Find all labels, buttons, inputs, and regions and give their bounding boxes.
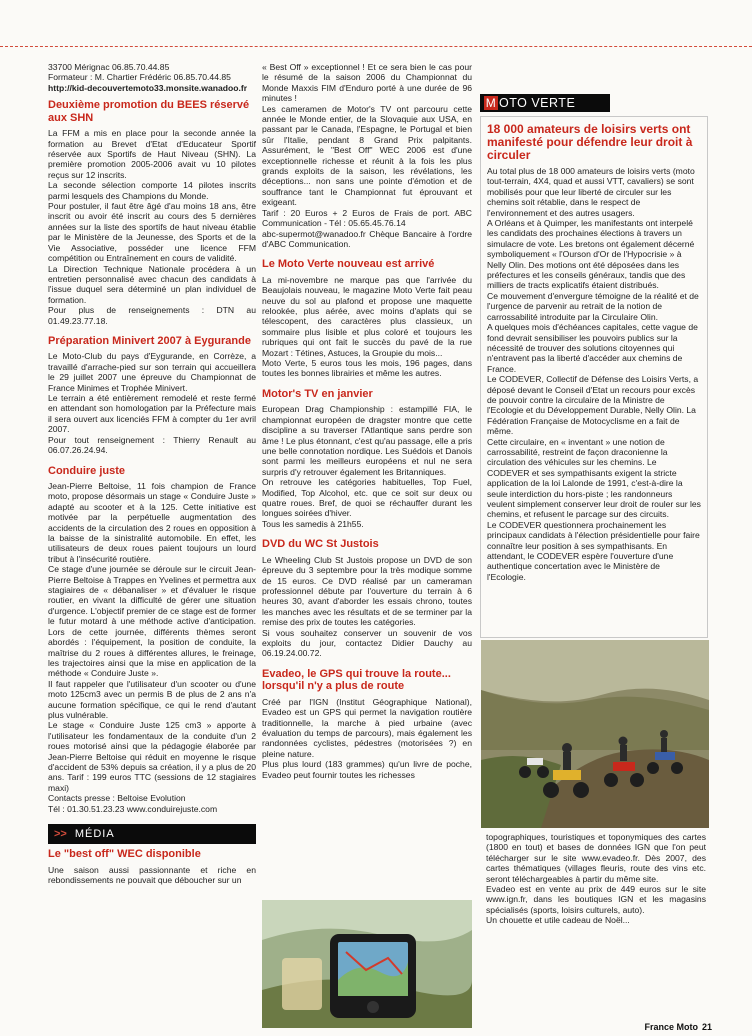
dvd-paragraph: Le Wheeling Club St Justois propose un DVD de son épreuve du 3 septembre pour la très modique somme de 15 euros. Ce DVD réalisé par un cameraman professionnel débute par l'ouverture du terrain à 6 heures 30, avant d'aborder les essais chrono, toutes les manches avec les résultats et de se terminer par la remise des prix de toutes les catégories. — [262, 554, 472, 628]
evadeo-paragraph: Plus plus lourd (183 grammes) qu'un livre de poche, Evadeo peut fournir toutes les richesses — [262, 759, 472, 780]
conduire-headline: Conduire juste — [48, 464, 126, 477]
moto-verte-article-box — [480, 116, 708, 638]
evadeo-continuation — [486, 832, 706, 926]
motors-tv-paragraph: European Drag Championship : estampillé FIA, le championnat européen de dragster montre que cette discipline a su traverser l'Atlantique sans perdre son âme ! Le plus étonnant, c'est qu'au passage, elle a pris une belle connotation nordique. Les Suédois et Danois sont parmi les meilleurs européens et nul ne sera surpris d'y retrouver également les Britanniques. — [262, 404, 472, 477]
conduire-contact: Tél : 01.30.51.23.23 www.conduirejuste.com — [48, 803, 218, 814]
moto-verte-headline: 18 000 amateurs de loisirs verts ont manifesté pour défendre leur droit à circuler — [487, 122, 693, 162]
best-off-paragraph: Tarif : 20 Euros + 2 Euros de Frais de port. ABC Communication - Tél : 05.65.45.76.14 — [262, 207, 472, 229]
best-off-paragraph: Une saison aussi passionnante et riche en rebondissements ne pouvait que déboucher sur un — [48, 864, 256, 885]
motors-tv-headline: Motor's TV en janvier — [262, 387, 373, 400]
page-footer — [644, 1022, 712, 1032]
moto-verte-tag-initial: M — [485, 96, 497, 110]
evadeo-paragraph: topographiques, touristiques et toponymiques des cartes (1800 en tout) et bases de données IGN que l'on peut télécharger sur le site www.evadeo.fr. Dès 2007, des cartes thématiques (villages fleuris, route des vins etc. seront téléchargeables à partir du même site. — [486, 832, 706, 884]
best-off-headline: Le "best off" WEC disponible — [48, 848, 201, 860]
magazine-name: France Moto — [644, 1022, 698, 1032]
riders-trail-illustration — [481, 640, 709, 828]
minivert-paragraph: Le terrain a été entièrement remodelé et reste fermé en attendant son homologation par la Préfecture mais il sera ouvert aux licenciés FFM à compter du 1er avril 2007. — [48, 393, 256, 435]
evadeo-gps-photo — [262, 900, 472, 1028]
motors-tv-paragraph: Tous les samedis à 21h55. — [262, 518, 364, 529]
motors-tv-paragraph: On retrouve les catégories habituelles, Top Fuel, Modified, Top Alcohol, etc. que ce soit sur deux ou quatre roues. Bref, de quoi se réchauffer durant les longues soirées d'hiver. — [262, 477, 472, 519]
evadeo-paragraph: Evadeo est en vente au prix de 449 euros sur le site www.ign.fr, dans les boutiques IGN et les magasins spécialisés (sports, loisirs culturels, auto). — [486, 884, 706, 915]
bees-headline: Deuxième promotion du BEES réservé aux SHN — [48, 99, 250, 124]
moto-verte-paragraph: Le CODEVER, Collectif de Défense des Loisirs Verts, a déposé devant le Conseil d'Etat un recours pour excès de pouvoir contre la circulaire de la Ministre de l'Ecologie et du Développement Durable, Nelly Olin. La Fédération Française de Motocyclisme en a fait de même. — [487, 374, 699, 437]
moto-verte-tag-label: OTO VERTE — [499, 96, 576, 110]
dvd-headline: DVD du WC St Justois — [262, 538, 379, 551]
bees-paragraph: La Direction Technique Nationale procédera à un entretien personnalisé avec chacun des candidats à l'issue duquel sera déterminé un plan individuel de formation. — [48, 263, 256, 305]
dvd-paragraph: Si vous souhaitez conserver un souvenir de vos exploits du jour, contactez Didier Dauchy au 06.19.24.00.72. — [262, 627, 472, 659]
intro-line: 33700 Mérignac 06.85.70.44.85 — [48, 62, 170, 72]
mv-nouveau-paragraph: La mi-novembre ne marque pas que l'arrivée du Beaujolais nouveau, le magazine Moto Verte fait peau neuve du sol au plafond et propose une maquette relookée, plus aérée, avec moins d'aplats qui se télescopent, des caractères plus classieux, un sommaire plus lisible et plus coloré et toujours les rubriques qui ont fait le succès du pavé de la rue Mozart : Tétines, Astuces, la Groupie du mois... — [262, 274, 472, 358]
conduire-paragraph: Ce stage d'une journée se déroule sur le circuit Jean-Pierre Beltoise à Trappes en Yvelines et permettra aux stagiaires de « débanaliser » et d'évaluer le risque routier, en vivant la difficulté de gérer une situation d'urgence. L'objectif premier de ce stage est de former le futur motard à une méthode active d'anticipation. Lors de cette journée, différents thèmes seront abordés : l'équipement, la position de conduite, la maîtrise du 2 roues à différentes allures, le freinage, les trajectoires ainsi que la mise en application de la méthode « Conduire Juste ». — [48, 564, 256, 679]
moto-verte-paragraph: Au total plus de 18 000 amateurs de loisirs verts (moto tout-terrain, 4X4, quad et aussi VTT, cavaliers) se sont mobilisés pour que leur liberté de circuler sur les chemins soit rétablie, dans le respect de l'environnement et des autres usagers. — [487, 166, 695, 218]
minivert-paragraph: Le Moto-Club du pays d'Eygurande, en Corrèze, a travaillé d'arrache-pied sur son terrain qui accueillera le 29 juillet 2007 une épreuve du Championnat de France Minimes et Trophée Minivert. — [48, 351, 256, 393]
minivert-headline: Préparation Minivert 2007 à Eygurande — [48, 334, 251, 347]
media-section-bar — [48, 824, 256, 844]
media-label: MÉDIA — [74, 827, 115, 840]
evadeo-paragraph: Créé par l'IGN (Institut Géographique National), Evadeo est un GPS qui permet la navigation routière traditionnelle, la marche à pied urbaine (avec évaluation du temps de parcours), mais également les randonnées cyclistes, pédestres (motorisées ?) en pleine nature. — [262, 696, 472, 759]
evadeo-paragraph: Un chouette et utile cadeau de Noël... — [486, 915, 630, 926]
intro-line: Formateur : M. Chartier Frédéric 06.85.70.44.85 — [48, 72, 231, 83]
bees-paragraph: Pour plus de renseignements : DTN au 01.49.23.77.18. — [48, 305, 256, 326]
page-number: 21 — [701, 1022, 712, 1032]
gps-device-illustration — [262, 900, 472, 1028]
intro-url: http://kid-decouvertemoto33.monsite.wanadoo.fr — [48, 82, 248, 93]
conduire-paragraph: Il faut rappeler que l'utilisateur d'un scooter ou d'une moto 125cm3 avec un permis B de plus de 2 ans n'a aucune formation spécifique, ce qui le rend d'autant plus vulnérable. — [48, 678, 256, 720]
moto-verte-paragraph: Ce mouvement d'envergure témoigne de la réalité et de l'urgence de parvenir au retrait de la notion de carrossabilité introduite par la Circulaire Olin. — [487, 290, 699, 322]
moto-verte-section-tag — [480, 94, 610, 112]
conduire-paragraph: Le stage « Conduire Juste 125 cm3 » apporte à l'utilisateur les fondamentaux de la conduite d'un 2 roues motorisé ainsi que la pédagogie élaborée par Jean-Pierre Beltoise qui réduit en moyenne le risque d'accident de 53% depuis sa création, il y a plus de 20 ans. Tarif : 199 euros TTC (sessions de 12 stagiaires maxi) — [48, 720, 256, 793]
moto-verte-paragraph: Le CODEVER questionnera prochainement les principaux candidats à l'élection présidentielle pour faire connaître leur position à ses sympathisants. En attendant, le CODEVER espère l'ouverture d'une authentique concertation avec le Ministère de l'Ecologie. — [487, 519, 700, 582]
best-off-paragraph: Les cameramen de Motor's TV ont parcouru cette année le Monde entier, de la Slovaquie aux USA, en passant par le Canada, l'Espagne, le Portugal et bien sûr l'Italie, pendant 8 Grand Prix palpitants. Assurément, le "Best Off" WEC 2006 est d'une exceptionnelle richesse et réunit à la fois les plus grands exploits de la saison, les révélations, les déceptions... non sans une pointe d'émotion et de souffrance tant le Championnat fut éprouvant et exigeant. — [262, 103, 472, 208]
column-2 — [262, 62, 472, 780]
minivert-paragraph: Pour tout renseignement : Thierry Renault au 06.07.26.24.94. — [48, 434, 256, 456]
evadeo-headline: Evadeo, le GPS qui trouve la route... lorsqu'il n'y a plus de route — [262, 667, 451, 693]
best-off-paragraph: « Best Off » exceptionnel ! Et ce sera bien le cas pour le résumé de la saison 2006 du Championnat du Monde Maxxis FIM d'Enduro porté à une durée de 96 minutes ! — [262, 62, 472, 104]
conduire-paragraph: Jean-Pierre Beltoise, 11 fois champion de France moto, propose désormais un stage « Conduire Juste » adapté au scooter et à la 125. Cette initiative est motivée par la perpétuelle augmentation des accidents de la circulation des 2 roues en opposition à la baisse de la sinistralité automobile. En effet, les utilisateurs de deux roues paient toujours un lourd tribut à l'insécurité routière. — [48, 481, 256, 564]
top-dashed-rule — [0, 46, 752, 47]
best-off-paragraph: abc-supermot@wanadoo.fr Chèque Bancaire à l'ordre d'ABC Communication. — [262, 228, 472, 249]
bees-paragraph: La seconde sélection comporte 14 pilotes inscrits parmi lesquels des Champions du Monde. — [48, 180, 256, 201]
conduire-contact: Contacts presse : Beltoise Evolution — [48, 793, 186, 804]
bees-paragraph: Pour postuler, il faut être âgé d'au moins 18 ans, être inscrit ou avoir été inscrit au cours des 5 dernières années sur la liste des sportifs de haut niveau établie par le Ministère de la Jeunesse, des Sports et de la Vie Associative, posséder une licence FFM compétition ou Entraînement en cours de validité. — [48, 201, 256, 264]
bees-paragraph: La FFM a mis en place pour la seconde année la formation au Brevet d'Etat d'Educateur Sportif réservée aux Sportifs de Haut Niveau (SHN). La première promotion 2005-2006 avait vu 10 pilotes reçus sur 12 inscrits. — [48, 128, 256, 180]
mv-nouveau-paragraph: Moto Verte, 5 euros tous les mois, 196 pages, dans toutes les bonnes librairies et même les autres. — [262, 358, 472, 379]
moto-verte-paragraph: A Orléans et à Quimper, les manifestants ont interpelé les candidats des prochaines élections à travers un simulacre de vote. Les bretons ont également décerné symboliquement « l'Ourson d'Or de l'Hypocrisie » à Nelly Olin. Des motions ont été déposées dans les préfectures et les conseils généraux, tandis que des milliers de tracts explicatifs étaient distribués. — [487, 218, 695, 291]
media-arrows: >> — [54, 827, 67, 840]
mv-nouveau-headline: Le Moto Verte nouveau est arrivé — [262, 258, 435, 271]
moto-verte-paragraph: Cette circulaire, en « inventant » une notion de carrossabilité, restreint de façon draconienne la circulation des véhicules sur les chemins. Le CODEVER et ses sympathisants exigent la stricte application de la loi Lalonde de 1991, c'est-à-dire la seule interdiction du hors-piste ; les randonneurs veulent simplement conserver leur droit de rouler sur les chemins, et refusent le parcage sur des circuits. — [487, 436, 701, 520]
moto-verte-paragraph: A quelques mois d'échéances capitales, cette vague de fond devrait sensibiliser les pouvoirs publics sur la nécessité de trouver des solutions citoyennes qui n'entravent pas la liberté d'accéder aux chemins de France. — [487, 322, 698, 374]
column-1 — [48, 62, 256, 885]
riders-trail-photo — [481, 640, 709, 828]
